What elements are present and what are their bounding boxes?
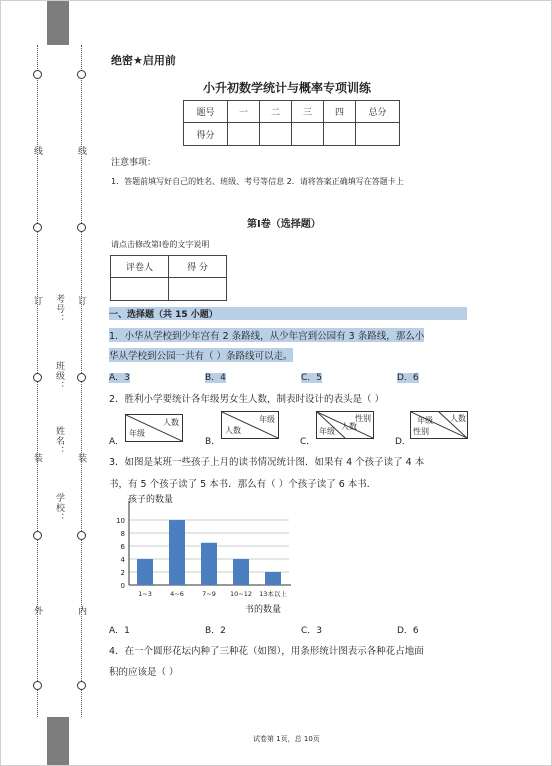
- question-3-option-d[interactable]: [397, 623, 419, 636]
- binding-inner-label: 线: [76, 146, 86, 156]
- x-tick-label: 1~3: [138, 590, 152, 598]
- question-1-option-c[interactable]: [301, 370, 322, 383]
- x-tick-label: 7~9: [202, 590, 216, 598]
- y-tick-label: 10: [116, 517, 125, 525]
- header-top-label: 人数: [450, 414, 466, 423]
- bar: [201, 543, 217, 585]
- score-table-cell: 得分: [184, 123, 228, 146]
- question-1-option-b[interactable]: [205, 370, 226, 383]
- binding-circle: [33, 681, 42, 690]
- y-axis-label: 孩子的数量: [128, 495, 174, 505]
- binding-margin: [1, 1, 101, 765]
- grader-table: [110, 255, 227, 301]
- score-table-cell: 题号: [184, 101, 228, 123]
- option-label: B．2: [205, 626, 226, 636]
- binding-outer-label: 线: [32, 146, 42, 156]
- part-instruction: 请点击修改第I卷的文字说明: [111, 240, 210, 249]
- question-2-option-a[interactable]: [109, 434, 124, 447]
- exam-title: 小升初数学统计与概率专项训练: [203, 81, 372, 95]
- binding-circle: [33, 373, 42, 382]
- y-tick-label: 4: [120, 556, 125, 564]
- binding-outer-label: 外: [32, 606, 42, 616]
- option-label: D．: [395, 437, 411, 447]
- question-3-option-a[interactable]: [109, 623, 130, 636]
- grader-cell: 得 分: [169, 256, 227, 278]
- question-3-option-b[interactable]: [205, 623, 226, 636]
- binding-bar-top: [47, 1, 69, 45]
- grader-input-cell[interactable]: [169, 278, 227, 301]
- question-3-line-2: 书，有 5 个孩子读了 5 本书．那么有（ ）个孩子读了 6 本书．: [109, 479, 377, 490]
- x-axis-label: 书的数量: [244, 605, 282, 615]
- option-label: C．3: [301, 626, 323, 636]
- option-label: C．: [300, 437, 316, 447]
- score-table: [183, 100, 400, 146]
- option-label: A．: [109, 437, 125, 447]
- page-footer: 试卷第 1页，总 10页: [253, 735, 320, 743]
- header-top-label: 年级: [259, 415, 275, 424]
- binding-circle: [77, 681, 86, 690]
- score-table-cell: 四: [324, 101, 356, 123]
- school-field[interactable]: 学校：: [54, 493, 64, 523]
- header-top-label: 人数: [163, 418, 179, 427]
- binding-circle: [33, 70, 42, 79]
- y-tick-label: 2: [120, 569, 125, 577]
- notes-item: 1．答题前填写好自己的姓名、班级、考号等信息 2．请将答案正确填写在答题卡上: [111, 177, 404, 186]
- binding-circle: [33, 223, 42, 232]
- binding-circle: [77, 70, 86, 79]
- bar: [265, 572, 281, 585]
- score-table-cell: 二: [260, 101, 292, 123]
- bar: [169, 520, 185, 585]
- question-4-line-2: 积的应该是（ ）: [109, 667, 179, 678]
- question-2-stem: 2．胜利小学要统计各年级男女生人数，制表时设计的表头是（ ）: [109, 394, 385, 405]
- bar: [233, 559, 249, 585]
- header-cell-diagram-a: [125, 414, 183, 442]
- y-tick-label: 0: [120, 582, 125, 590]
- name-field[interactable]: 姓名：: [54, 426, 64, 456]
- grader-input-cell[interactable]: [111, 278, 169, 301]
- notes-heading: 注意事项：: [111, 158, 157, 168]
- score-input-cell[interactable]: [292, 123, 324, 146]
- score-input-cell[interactable]: [356, 123, 400, 146]
- option-label: C．5: [301, 373, 323, 383]
- y-tick-label: 8: [120, 530, 125, 538]
- question-3-line-1: 3．如图是某班一些孩子上月的读书情况统计图．如果有 4 个孩子读了 4 本: [109, 457, 425, 468]
- option-label: B．: [205, 437, 221, 447]
- header-bottom-label: 人数: [225, 426, 241, 435]
- option-label: A．1: [109, 626, 130, 636]
- header-mid-label: 年级: [417, 416, 433, 425]
- header-bottom-label: 性别: [413, 427, 429, 436]
- id-field[interactable]: 考号：: [54, 294, 64, 324]
- option-label: B．4: [205, 373, 226, 383]
- binding-inner-label: 订: [76, 296, 86, 306]
- score-input-cell[interactable]: [228, 123, 260, 146]
- grader-cell: 评卷人: [111, 256, 169, 278]
- question-1-line-1: 1．小华从学校到少年宫有 2 条路线，从少年宫到公园有 3 条路线，那么小: [109, 328, 424, 342]
- reading-bar-chart: [109, 491, 299, 615]
- score-input-cell[interactable]: [324, 123, 356, 146]
- score-table-cell: 一: [228, 101, 260, 123]
- x-tick-label: 13本以上: [259, 590, 287, 598]
- question-3-option-c[interactable]: [301, 623, 322, 636]
- binding-outer-label: 订: [32, 296, 42, 306]
- binding-circle: [33, 531, 42, 540]
- header-bottom-label: 年级: [129, 429, 145, 438]
- score-table-cell: 总分: [356, 101, 400, 123]
- question-2-option-c[interactable]: [300, 434, 315, 447]
- header-top-label: 性别: [355, 414, 371, 423]
- header-cell-diagram-d: [410, 411, 468, 439]
- question-4-line-1: 4．在一个圆形花坛内种了三种花（如图），用条形统计图表示各种花占地面: [109, 646, 424, 657]
- binding-circle: [77, 223, 86, 232]
- question-2-option-d[interactable]: [395, 434, 411, 447]
- bar: [137, 559, 153, 585]
- x-tick-label: 4~6: [170, 590, 184, 598]
- header-bottom-label: 年级: [319, 427, 335, 436]
- option-label: A．3: [109, 373, 130, 383]
- section-heading: 一、选择题（共 15 小题）: [109, 307, 467, 320]
- binding-bar-bottom: [47, 717, 69, 765]
- header-cell-diagram-c: [316, 411, 374, 439]
- question-2-option-b[interactable]: [205, 434, 220, 447]
- header-cell-diagram-b: [221, 411, 279, 439]
- binding-inner-label: 装: [76, 453, 86, 463]
- class-field[interactable]: 班级：: [54, 361, 64, 391]
- question-1-line-2: 华从学校到公园一共有（ ）条路线可以走。: [109, 348, 293, 362]
- header-mid-label: 人数: [341, 422, 357, 431]
- part-title: 第I卷（选择题）: [247, 219, 321, 230]
- y-tick-label: 6: [120, 543, 125, 551]
- option-label: D．6: [397, 626, 419, 636]
- option-label: D．6: [397, 373, 419, 383]
- confidential-mark: 绝密★启用前: [111, 54, 176, 67]
- x-tick-label: 10~12: [230, 590, 252, 598]
- score-input-cell[interactable]: [260, 123, 292, 146]
- score-table-cell: 三: [292, 101, 324, 123]
- binding-circle: [77, 531, 86, 540]
- binding-outer-label: 装: [32, 453, 42, 463]
- question-1-option-a[interactable]: [109, 370, 130, 383]
- binding-circle: [77, 373, 86, 382]
- binding-inner-label: 内: [76, 606, 86, 616]
- question-1-option-d[interactable]: [397, 370, 419, 383]
